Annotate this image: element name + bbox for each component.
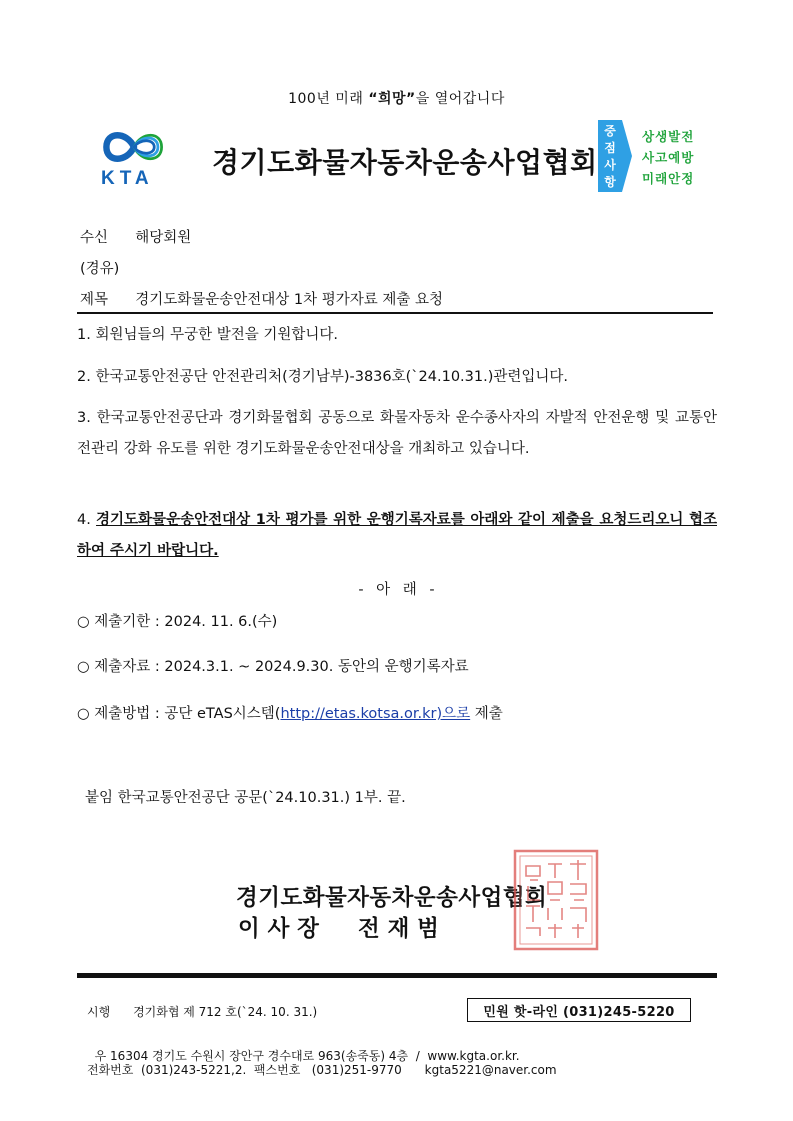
list-item-method (77, 702, 503, 723)
badge-arrow-icon (622, 120, 632, 192)
method-prefix: ○ 제출방법 : 공단 eTAS시스템( (77, 706, 281, 722)
address-text: 우 16304 경기도 수원시 장안구 경수대로 963(송죽동) 4층 / www.kgta.or.kr. (94, 1049, 520, 1063)
contact-line: 전화번호 (031)243-5221,2. 팩스번호 (031)251-9770 kgta5221@naver.com (87, 1063, 557, 1077)
list-item-deadline: ○ 제출기한 : 2024. 11. 6.(수) (77, 614, 278, 630)
paragraph-4 (77, 505, 717, 567)
logo-text: KTA (101, 168, 154, 189)
badge-char: 중 (604, 124, 616, 138)
paragraph-2: 2. 한국교통안전공단 안전관리처(경기남부)-3836호(`24.10.31.)관련입니다. (77, 369, 569, 385)
mottos (642, 126, 694, 189)
badge-char: 점 (604, 141, 616, 155)
recipient-value: 해당회원 (135, 230, 192, 246)
focus-badge (598, 120, 622, 192)
slogan-prefix: 100년 미래 (288, 91, 369, 107)
slogan-suffix: 을 열어갑니다 (415, 91, 505, 107)
below-note: - 아 래 - (358, 582, 435, 598)
subject-value: 경기도화물운송안전대상 1차 평가자료 제출 요청 (135, 292, 444, 308)
paragraph-3: 3. 한국교통안전공단과 경기화물협회 공동으로 화물자동차 운수종사자의 자발적 안전운행 및 교통안전관리 강화 유도를 위한 경기도화물운송안전대상을 개최하고 있습니다. (77, 410, 717, 457)
hotline-box: 민원 핫-라인 (031)245-5220 (467, 998, 691, 1022)
method-suffix: 제출 (470, 706, 503, 722)
via-line: (경유) (80, 261, 120, 277)
footer-divider (77, 973, 717, 978)
motto: 상생발전 (642, 129, 695, 144)
org-title: 경기도화물자동차운송사업협회 (212, 146, 598, 179)
etas-link[interactable]: http://etas.kotsa.or.kr)으로 (280, 706, 471, 722)
kta-logo-icon (98, 124, 170, 170)
slogan (0, 88, 793, 108)
signature-org: 경기도화물자동차운송사업협회 (236, 885, 548, 911)
subject-line (80, 288, 443, 309)
subject-divider (77, 312, 713, 314)
badge-char: 사 (604, 158, 616, 172)
attachment-line: 붙임 한국교통안전공단 공문(`24.10.31.) 1부. 끝. (85, 790, 406, 806)
recipient-line (80, 226, 191, 247)
motto: 미래안정 (642, 171, 695, 186)
paragraph-1: 1. 회원님들의 무궁한 발전을 기원합니다. (77, 327, 338, 343)
paragraph-4-number: 4. (77, 512, 97, 528)
official-seal-icon (512, 848, 600, 952)
recipient-label: 수신 (80, 230, 109, 246)
slogan-bold: “희망” (368, 91, 416, 107)
badge-char: 항 (604, 175, 616, 189)
paragraph-4-request: 경기도화물운송안전대상 1차 평가를 위한 운행기록자료를 아래와 같이 제출을 요청드리오니 협조하여 주시기 바랍니다. (77, 512, 717, 559)
subject-label: 제목 (80, 292, 109, 308)
enforcement-line: 시행 경기화협 제 712 호(`24. 10. 31.) (87, 1005, 318, 1019)
signature-title: 이 사 장 전 재 범 (238, 916, 439, 942)
address-line (87, 1033, 520, 1064)
motto: 사고예방 (642, 150, 695, 165)
list-item-material: ○ 제출자료 : 2024.3.1. ~ 2024.9.30. 동안의 운행기록자료 (77, 659, 469, 675)
